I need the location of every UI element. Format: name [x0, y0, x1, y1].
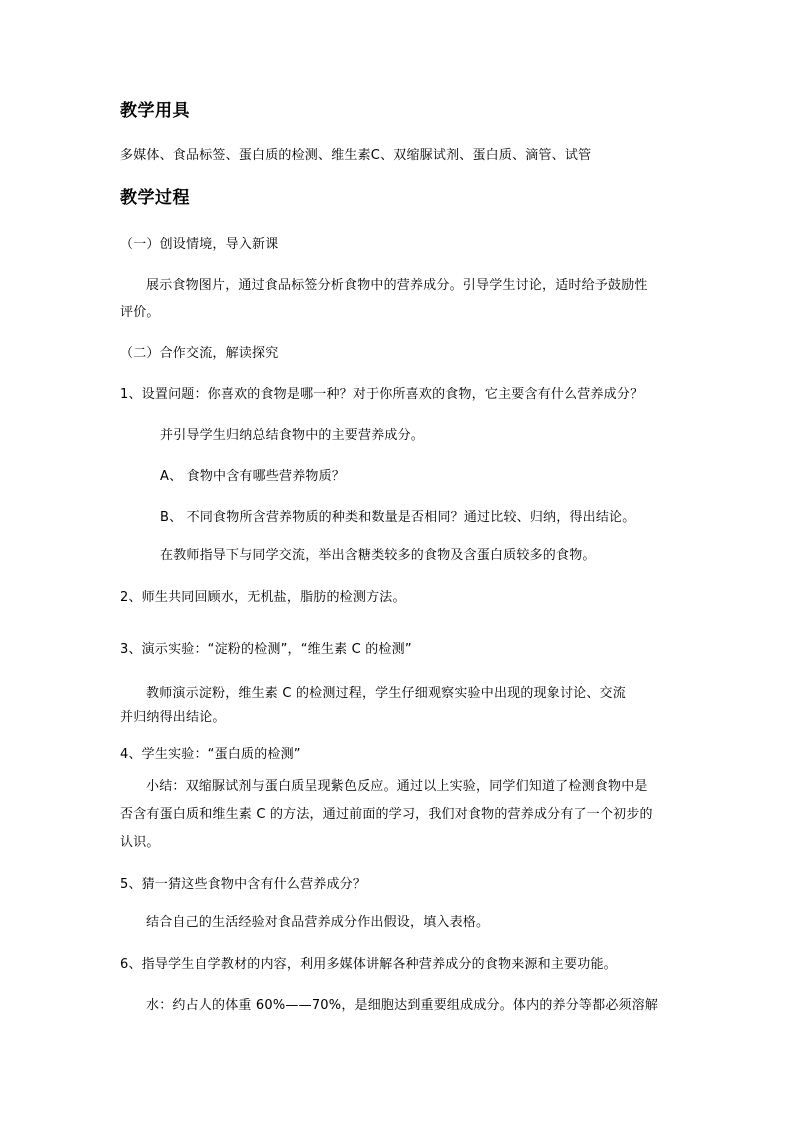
section1-title: （一）创设情境，导入新课	[120, 237, 279, 252]
item-5: 5、猜一猜这些食物中含有什么营养成分？	[120, 877, 367, 892]
teaching-tools-list: 多媒体、食品标签、蛋白质的检测、维生素C、双缩脲试剂、蛋白质、滴管、试管	[120, 148, 592, 163]
item-1-question-b: B、 不同食物所含营养物质的种类和数量是否相同？通过比较、归纳，得出结论。	[160, 510, 636, 525]
item-3-paragraph-line1: 教师演示淀粉，维生素 C 的检测过程，学生仔细观察实验中出现的现象讨论、交流	[146, 686, 626, 701]
item-4-summary-line1: 小结：双缩脲试剂与蛋白质呈现紫色反应。通过以上实验，同学们知道了检测食物中是	[146, 779, 648, 794]
section2-title: （二）合作交流，解读探究	[120, 346, 279, 361]
teaching-tools-heading: 教学用具	[120, 101, 190, 121]
item-1-question-a: A、 食物中含有哪些营养物质？	[160, 469, 346, 484]
item-4: 4、学生实验：“蛋白质的检测”	[120, 747, 301, 762]
item-3-paragraph-line2: 并归纳得出结论。	[120, 710, 226, 725]
item-1-exchange: 在教师指导下与同学交流，举出含糖类较多的食物及含蛋白质较多的食物。	[160, 548, 596, 563]
item-3: 3、演示实验：“淀粉的检测”，“维生素 C 的检测”	[120, 642, 412, 657]
item-1-guide: 并引导学生归纳总结食物中的主要营养成分。	[160, 428, 425, 443]
item-1: 1、设置问题：你喜欢的食物是哪一种？对于你所喜欢的食物，它主要含有什么营养成分？	[120, 387, 644, 402]
section1-paragraph-line2: 评价。	[120, 305, 160, 320]
item-4-summary-line3: 认识。	[120, 835, 160, 850]
item-6-water-paragraph: 水：约占人的体重 60%——70%，是细胞达到重要组成成分。体内的养分等都必须溶解	[146, 998, 659, 1013]
teaching-process-heading: 教学过程	[120, 188, 190, 208]
item-4-summary-line2: 否含有蛋白质和维生素 C 的方法，通过前面的学习，我们对食物的营养成分有了一个初步的	[120, 807, 653, 822]
item-5-paragraph: 结合自己的生活经验对食品营养成分作出假设，填入表格。	[146, 915, 490, 930]
item-6: 6、指导学生自学教材的内容，利用多媒体讲解各种营养成分的食物来源和主要功能。	[120, 957, 617, 972]
item-2: 2、师生共同回顾水，无机盐，脂肪的检测方法。	[120, 590, 406, 605]
section1-paragraph-line1: 展示食物图片，通过食品标签分析食物中的营养成分。引导学生讨论，适时给予鼓励性	[146, 278, 648, 293]
